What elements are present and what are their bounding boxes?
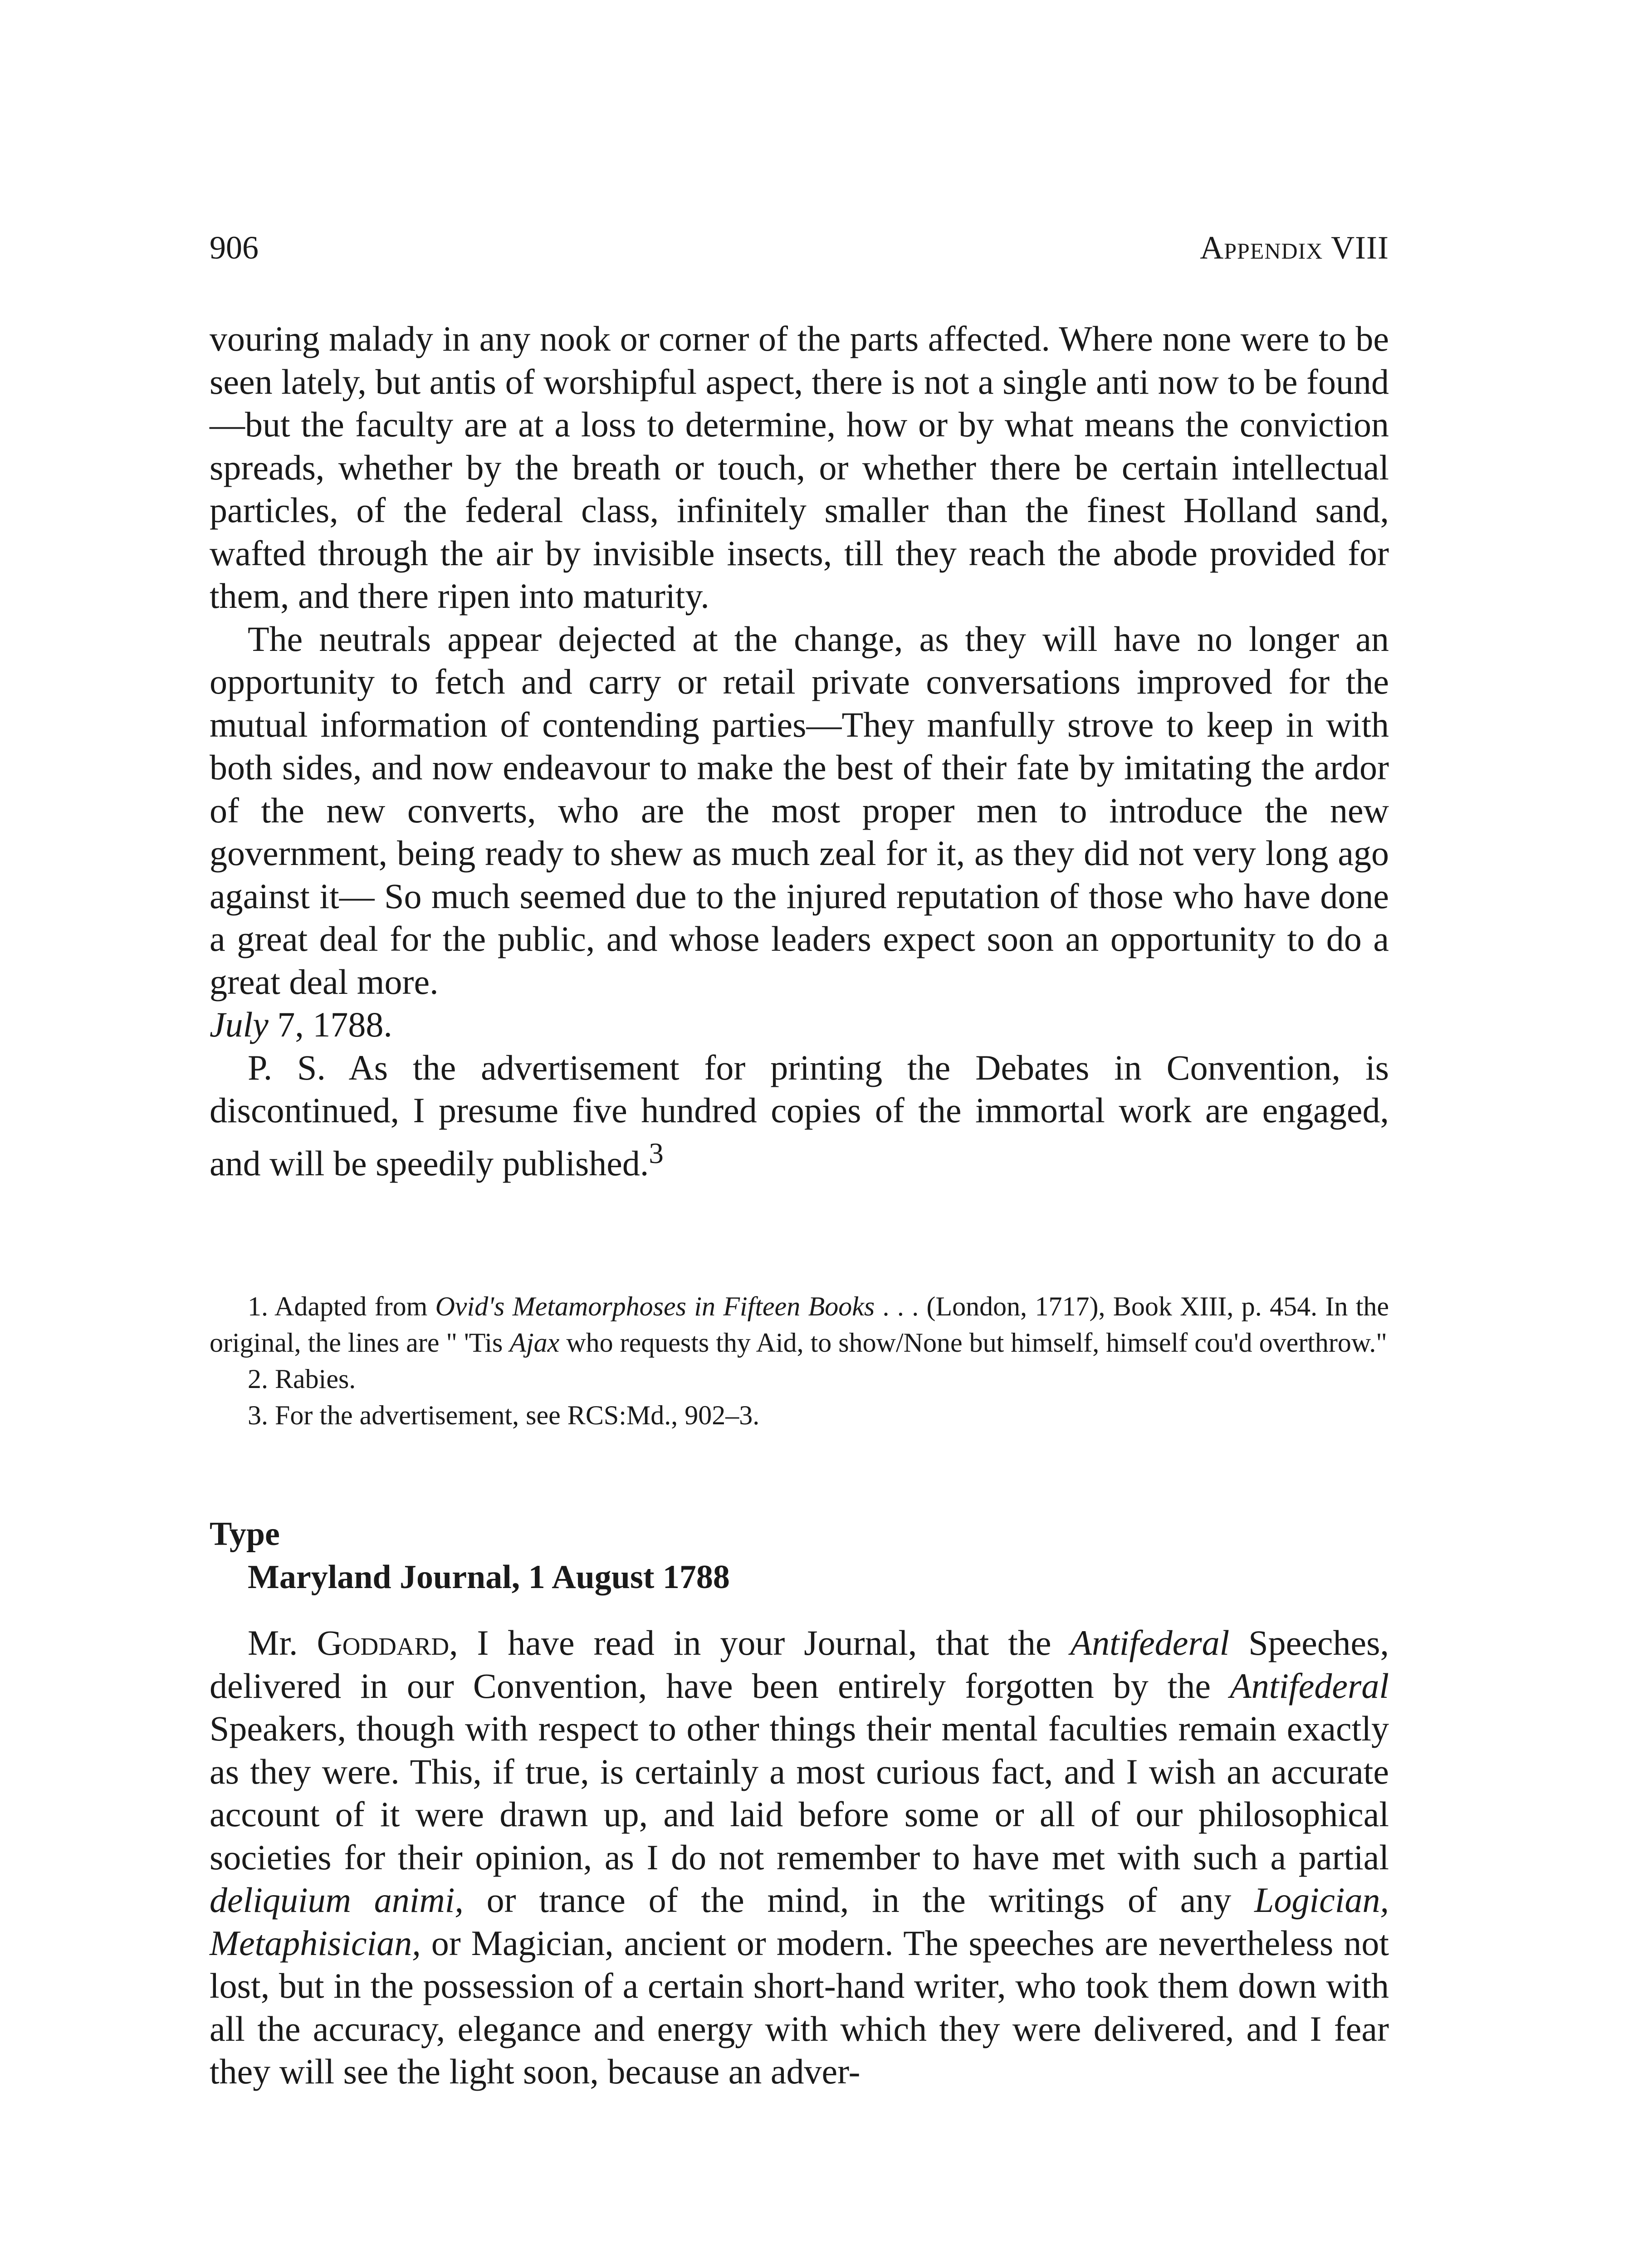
paragraph-neutrals: The neutrals appear dejected at the change, as they will have no longer an opportunity to fetch and carry or retail private conversations improved for the mutual information of contending parties—They manfully strove to keep in with both sides, and now endeavour to make the best of their fate by imitating the ardor of the new converts, who are the most proper men to introduce the new government, being ready to shew as much zeal for it, as they did not very long ago against it— So much seemed due to the injured reputation of those who have done a great deal for the public, and whose leaders expect soon an opportunity to do a great deal more. [210,619,1389,1002]
dateline [210,1003,1389,1046]
footnote-3: 3. For the advertisement, see RCS:Md., 902–3. [248,1400,760,1430]
page-number: 906 [210,230,259,266]
text-b: Speeches, delivered in our Convention, have been entirely forgotten by the [210,1623,1389,1706]
italic-antifederal-2: Antifederal [1230,1666,1389,1706]
text-e: or Magician, ancient or modern. The speeches are nevertheless not lost, but in the possession of a certain short-hand writer, who took them down with all the accuracy, elegance and energy with which they were delivered, and I fear they will see the light soon, because an adver- [210,1923,1389,2091]
footnote-1-text-a: 1. Adapted from [248,1291,435,1321]
footnote-marker: 3 [649,1137,664,1170]
footnote-1-book-title: Ovid's Metamorphoses in Fifteen Books [435,1291,875,1321]
postscript-text: P. S. As the advertisement for printing the Debates in Convention, is discontinued, I presume five hundred copies of the immortal work are engaged, and will be speedily published. [210,1047,1389,1183]
text-a: , I have read in your Journal, that the [449,1623,1071,1662]
footnote-1-ajax: Ajax [509,1328,560,1358]
addressee-name: Goddard [317,1623,450,1662]
italic-deliquium: deliquium animi, [210,1880,464,1920]
italic-antifederal-1: Antifederal [1070,1623,1230,1662]
date-month: July [210,1005,269,1044]
footnote-2: 2. Rabies. [248,1364,356,1394]
document-body [210,1622,1389,2093]
footnote-1-text-c: who requests thy Aid, to show/None but himself, himself cou'd overthrow." [559,1328,1387,1358]
footnote-1-text-b: . . . (London, 1717), Book XIII, p. 454. In the original, the lines are " 'Tis [210,1291,1389,1358]
document-type-heading: Type [210,1515,280,1553]
italic-logician: Logician, Metaphisician, [210,1880,1389,1963]
main-text [210,318,1389,1185]
footnotes [210,1288,1389,1433]
document-title-heading: Maryland Journal, 1 August 1788 [248,1559,730,1596]
paragraph-goddard [210,1622,1389,2093]
text-c: Speakers, though with respect to other things their mental faculties remain exactly as they were. This, if true, is certainly a most curious fact, and I wish an accurate account of it were drawn up, and laid before some or all of our philosophical societies for their opinion, as I do not remember to have met with such a partial [210,1709,1389,1877]
paragraph-continued: vouring malady in any nook or corner of the parts affected. Where none were to be seen lately, but antis of worshipful aspect, there is not a single anti now to be found—but the faculty are at a loss to determine, how or by what means the conviction spreads, whether by the breath or touch, or whether there be certain intellectual particles, of the federal class, infinitely smaller than the finest Holland sand, wafted through the air by invisible insects, till they reach the abode provided for them, and there ripen into maturity. [210,319,1389,616]
page-header [210,229,1389,279]
text-d: or trance of the mind, in the writings of any [463,1880,1255,1920]
running-head: Appendix VIII [1200,230,1389,266]
salutation-mr: Mr. [248,1623,317,1662]
date-rest: 7, 1788. [268,1005,392,1044]
footnote-1 [210,1288,1389,1361]
postscript [210,1046,1389,1185]
